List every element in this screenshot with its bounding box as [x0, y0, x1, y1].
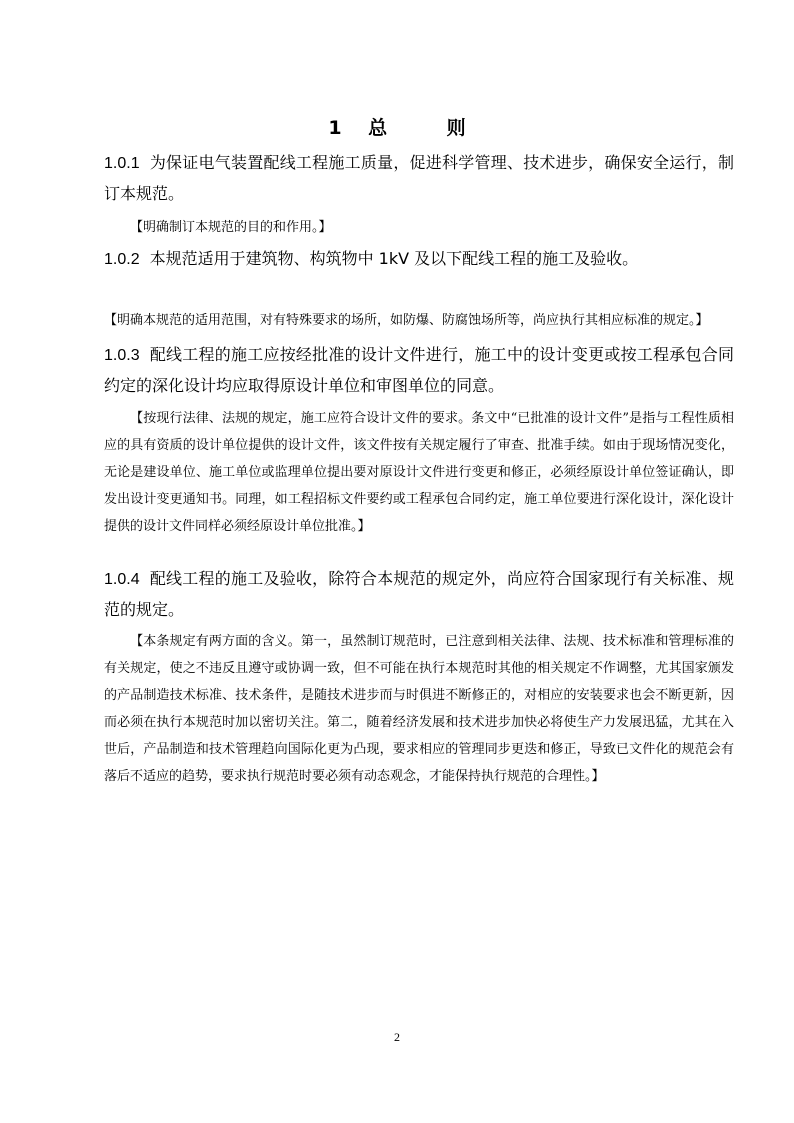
note-text: 【明确制订本规范的目的和作用。】: [130, 220, 332, 235]
chapter-title: 1 总 则: [328, 117, 466, 139]
clause-note-1-0-4: [104, 628, 734, 790]
clause-1-0-3: [104, 340, 734, 401]
clause-number: 1.0.2: [104, 251, 140, 268]
clause-note-1-0-3: [104, 405, 734, 540]
clause-note-1-0-2: [104, 280, 734, 334]
clause-1-0-2: [104, 244, 734, 275]
clause-1-0-4: [104, 564, 734, 625]
note-text: 【明确本规范的适用范围，对有特殊要求的场所，如防爆、防腐蚀场所等，尚应执行其相应标准的规定。】: [104, 313, 709, 328]
clause-1-0-1: [104, 148, 734, 209]
clause-number: 1.0.1: [104, 155, 140, 172]
clause-text: 配线工程的施工应按经批准的设计文件进行，施工中的设计变更或按工程承包合同约定的深化设计均应取得原设计单位和审图单位的同意。: [104, 345, 734, 395]
page-number: 2: [394, 1030, 400, 1044]
clause-text: 本规范适用于建筑物、构筑物中 1kV 及以下配线工程的施工及验收。: [149, 249, 639, 268]
clause-note-1-0-1: [104, 214, 734, 241]
clause-number: 1.0.3: [104, 347, 140, 364]
note-text: 【按现行法律、法规的规定，施工应符合设计文件的要求。条文中“已批准的设计文件”是指与工程性质相应的具有资质的设计单位提供的设计文件，该文件按有关规定履行了审查、批准手续。如由于现场情况变化，无论是建设单位、施工单位或监理单位提出要对原设计文件进行变更和修正，必须经原设计单位签证确认，即发出设计变更通知书。同理，如工程招标文件要约或工程承包合同约定，施工单位要进行深化设计，深化设计提供的设计文件同样必须经原设计单位批准。】: [104, 411, 734, 534]
note-text: 【本条规定有两方面的含义。第一，虽然制订规范时，已注意到相关法律、法规、技术标准和管理标准的有关规定，使之不违反且遵守或协调一致，但不可能在执行本规范时其他的相关规定不作调整，尤其国家颁发的产品制造技术标准、技术条件，是随技术进步而与时俱进不断修正的，对相应的安装要求也会不断更新，因而必须在执行本规范时加以密切关注。第二，随着经济发展和技术进步加快必将使生产力发展迅猛，尤其在入世后，产品制造和技术管理趋向国际化更为凸现，要求相应的管理同步更迭和修正，导致已文件化的规范会有落后不适应的趋势，要求执行规范时要必须有动态观念，才能保持执行规范的合理性。】: [104, 634, 734, 784]
clause-text: 配线工程的施工及验收，除符合本规范的规定外，尚应符合国家现行有关标准、规范的规定。: [104, 569, 734, 619]
clause-number: 1.0.4: [104, 571, 140, 588]
clause-text: 为保证电气装置配线工程施工质量，促进科学管理、技术进步，确保安全运行，制订本规范。: [104, 153, 734, 203]
